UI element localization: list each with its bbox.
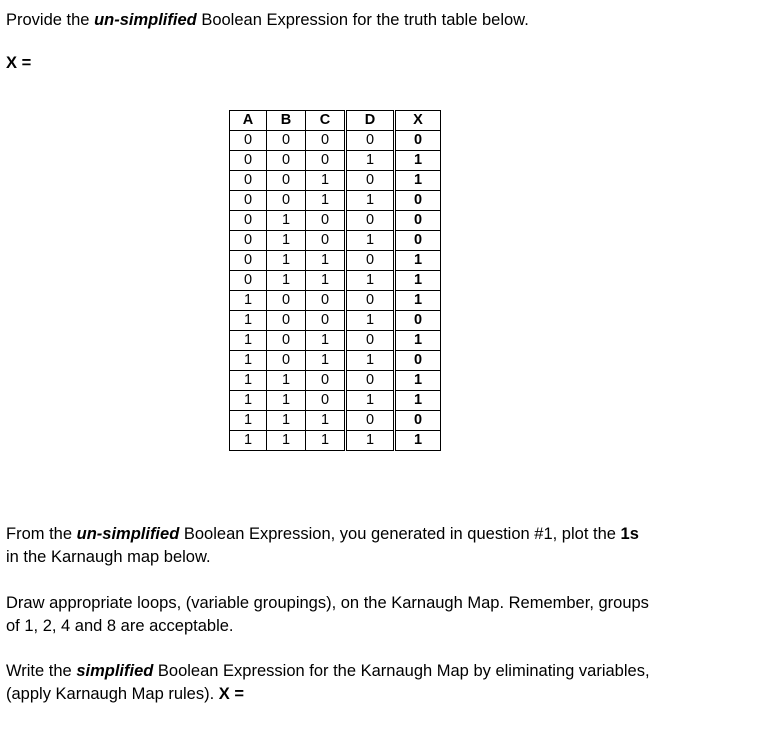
cell-b: 1 <box>267 251 306 271</box>
cell-c: 0 <box>306 131 346 151</box>
cell-d: 0 <box>346 291 395 311</box>
cell-d: 1 <box>346 271 395 291</box>
cell-b: 1 <box>267 271 306 291</box>
cell-x: 0 <box>395 191 441 211</box>
truth-table-row <box>230 291 441 311</box>
cell-a: 1 <box>230 331 267 351</box>
header-c: C <box>306 111 346 131</box>
cell-c: 0 <box>306 211 346 231</box>
cell-d: 1 <box>346 431 395 451</box>
cell-a: 1 <box>230 351 267 371</box>
cell-a: 0 <box>230 171 267 191</box>
cell-c: 0 <box>306 231 346 251</box>
truth-table-row <box>230 331 441 351</box>
truth-table-header-row <box>230 111 441 131</box>
header-d: D <box>346 111 395 131</box>
cell-b: 1 <box>267 431 306 451</box>
cell-a: 0 <box>230 191 267 211</box>
cell-a: 1 <box>230 411 267 431</box>
question-1-text: Provide the un-simplified Boolean Expression for the truth table below. <box>6 11 529 29</box>
truth-table-row <box>230 411 441 431</box>
cell-d: 0 <box>346 371 395 391</box>
cell-a: 1 <box>230 391 267 411</box>
cell-a: 0 <box>230 211 267 231</box>
cell-d: 1 <box>346 231 395 251</box>
cell-x: 1 <box>395 171 441 191</box>
cell-c: 1 <box>306 411 346 431</box>
emphasis-simplified: simplified <box>76 662 154 680</box>
emphasis-un-simplified: un-simplified <box>94 11 197 29</box>
cell-a: 0 <box>230 251 267 271</box>
cell-b: 0 <box>267 291 306 311</box>
x-equals-answer-label: X = <box>218 685 245 703</box>
cell-d: 0 <box>346 331 395 351</box>
cell-c: 0 <box>306 311 346 331</box>
cell-a: 0 <box>230 131 267 151</box>
cell-d: 0 <box>346 411 395 431</box>
cell-x: 0 <box>395 131 441 151</box>
truth-table-row <box>230 431 441 451</box>
cell-x: 1 <box>395 271 441 291</box>
cell-a: 0 <box>230 231 267 251</box>
cell-a: 1 <box>230 431 267 451</box>
cell-x: 0 <box>395 211 441 231</box>
cell-c: 0 <box>306 371 346 391</box>
truth-table-row <box>230 271 441 291</box>
cell-a: 0 <box>230 151 267 171</box>
cell-x: 1 <box>395 331 441 351</box>
cell-c: 0 <box>306 291 346 311</box>
cell-d: 1 <box>346 311 395 331</box>
cell-b: 0 <box>267 171 306 191</box>
cell-a: 0 <box>230 271 267 291</box>
question-3-text: Draw appropriate loops, (variable groupings), on the Karnaugh Map. Remember, groups of 1, 2, 4 and 8 are acceptable. <box>6 594 649 635</box>
truth-table-row <box>230 391 441 411</box>
cell-d: 0 <box>346 171 395 191</box>
cell-d: 1 <box>346 391 395 411</box>
cell-d: 0 <box>346 251 395 271</box>
cell-c: 1 <box>306 271 346 291</box>
truth-table-row <box>230 351 441 371</box>
cell-b: 0 <box>267 351 306 371</box>
truth-table-body <box>230 131 441 451</box>
cell-x: 1 <box>395 371 441 391</box>
cell-d: 1 <box>346 351 395 371</box>
cell-c: 0 <box>306 151 346 171</box>
cell-c: 1 <box>306 431 346 451</box>
cell-x: 0 <box>395 351 441 371</box>
cell-c: 1 <box>306 351 346 371</box>
cell-c: 1 <box>306 171 346 191</box>
truth-table-row <box>230 371 441 391</box>
cell-x: 1 <box>395 151 441 171</box>
truth-table-row <box>230 191 441 211</box>
cell-b: 1 <box>267 371 306 391</box>
cell-b: 0 <box>267 151 306 171</box>
cell-b: 0 <box>267 191 306 211</box>
cell-d: 0 <box>346 131 395 151</box>
cell-b: 0 <box>267 331 306 351</box>
cell-a: 1 <box>230 371 267 391</box>
bold-1s: 1s <box>620 525 639 543</box>
cell-x: 1 <box>395 251 441 271</box>
header-b: B <box>267 111 306 131</box>
truth-table-row <box>230 151 441 171</box>
truth-table <box>229 110 441 451</box>
cell-c: 1 <box>306 331 346 351</box>
truth-table-row <box>230 171 441 191</box>
question-2-text: From the un-simplified Boolean Expression, you generated in question #1, plot the 1s in the Karnaugh map below. <box>6 525 639 566</box>
cell-b: 0 <box>267 131 306 151</box>
cell-x: 1 <box>395 391 441 411</box>
truth-table-row <box>230 131 441 151</box>
cell-a: 1 <box>230 291 267 311</box>
cell-c: 1 <box>306 191 346 211</box>
header-a: A <box>230 111 267 131</box>
cell-x: 0 <box>395 311 441 331</box>
cell-x: 0 <box>395 411 441 431</box>
cell-b: 1 <box>267 411 306 431</box>
cell-c: 1 <box>306 251 346 271</box>
cell-a: 1 <box>230 311 267 331</box>
cell-c: 0 <box>306 391 346 411</box>
cell-d: 1 <box>346 151 395 171</box>
cell-b: 1 <box>267 391 306 411</box>
truth-table-row <box>230 211 441 231</box>
cell-x: 1 <box>395 291 441 311</box>
cell-b: 1 <box>267 211 306 231</box>
header-x: X <box>395 111 441 131</box>
cell-d: 0 <box>346 211 395 231</box>
truth-table-row <box>230 311 441 331</box>
cell-b: 1 <box>267 231 306 251</box>
emphasis-un-simplified-2: un-simplified <box>76 525 180 543</box>
x-equals-label: X = <box>6 54 32 72</box>
truth-table-row <box>230 251 441 271</box>
question-4-text: Write the simplified Boolean Expression for the Karnaugh Map by eliminating variables, (apply Karnaugh Map rules). X = <box>6 662 650 703</box>
cell-x: 1 <box>395 431 441 451</box>
truth-table-row <box>230 231 441 251</box>
cell-x: 0 <box>395 231 441 251</box>
cell-b: 0 <box>267 311 306 331</box>
cell-d: 1 <box>346 191 395 211</box>
